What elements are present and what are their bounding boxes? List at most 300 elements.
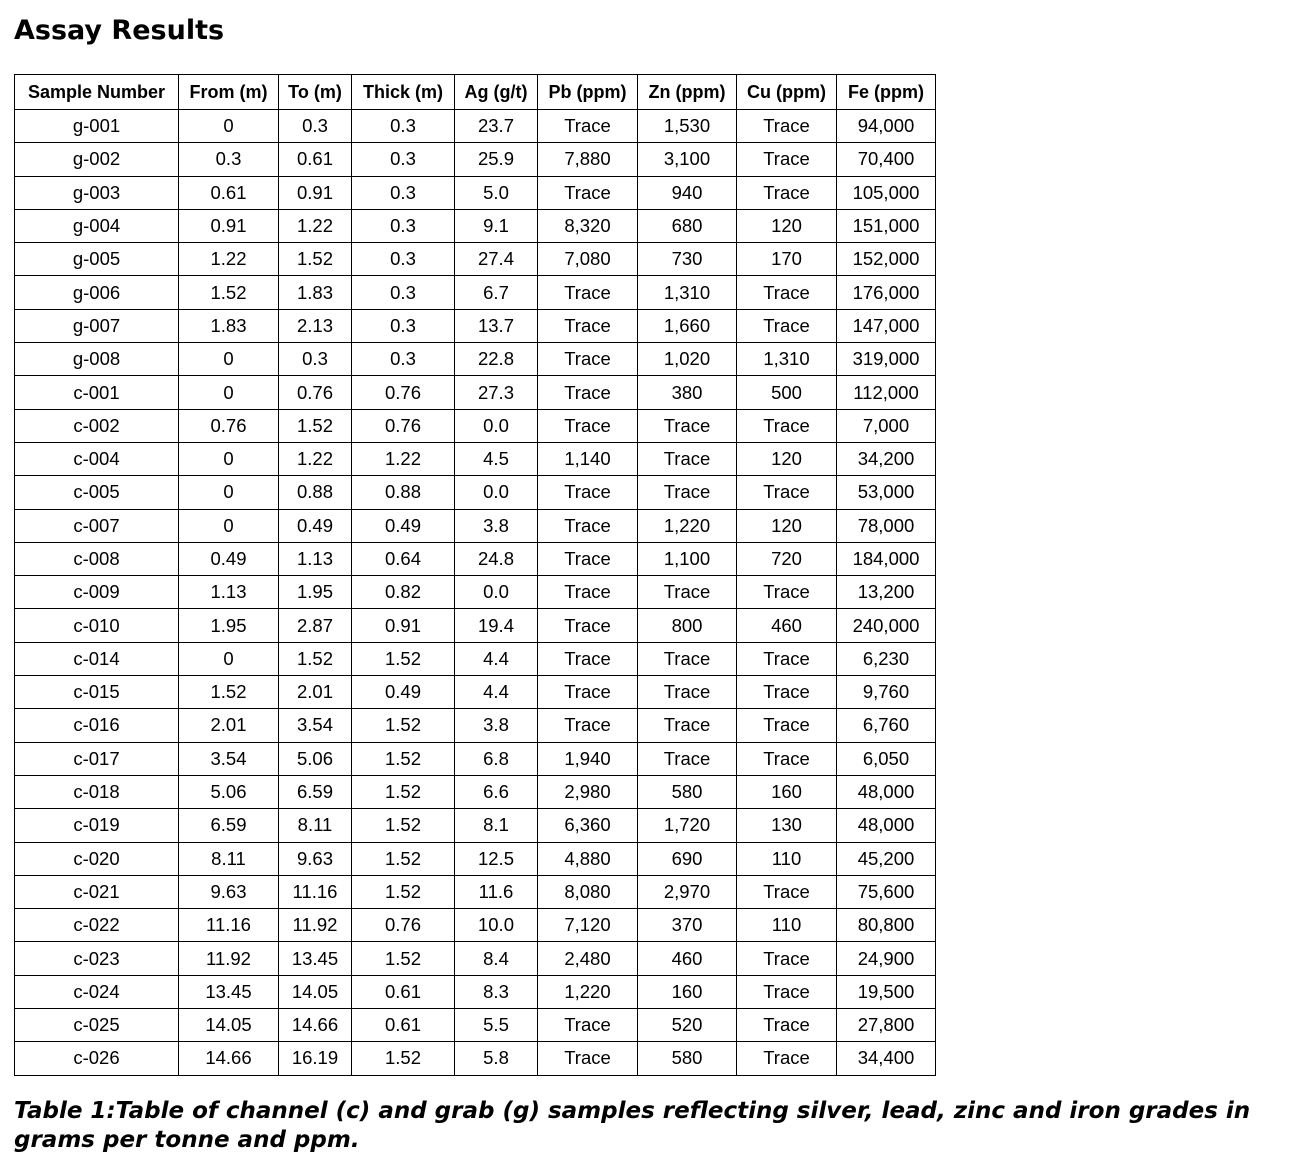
cell-fe: 48,000 xyxy=(837,809,936,842)
cell-fe: 70,400 xyxy=(837,143,936,176)
header-zn: Zn (ppm) xyxy=(638,75,737,110)
cell-to: 1.83 xyxy=(279,276,352,309)
cell-pb: Trace xyxy=(538,343,638,376)
table-row xyxy=(15,775,936,808)
cell-cu: 110 xyxy=(737,909,837,942)
cell-pb: 8,080 xyxy=(538,875,638,908)
table-row xyxy=(15,975,936,1008)
header-thick: Thick (m) xyxy=(352,75,455,110)
cell-ag: 11.6 xyxy=(455,875,538,908)
cell-thick: 0.82 xyxy=(352,576,455,609)
cell-to: 0.49 xyxy=(279,509,352,542)
cell-from: 11.92 xyxy=(179,942,279,975)
table-row xyxy=(15,909,936,942)
cell-ag: 19.4 xyxy=(455,609,538,642)
cell-fe: 9,760 xyxy=(837,676,936,709)
cell-pb: Trace xyxy=(538,676,638,709)
table-row xyxy=(15,809,936,842)
table-row xyxy=(15,942,936,975)
cell-fe: 80,800 xyxy=(837,909,936,942)
cell-cu: Trace xyxy=(737,143,837,176)
cell-cu: 170 xyxy=(737,243,837,276)
table-body xyxy=(15,110,936,1076)
table-row xyxy=(15,442,936,475)
cell-to: 0.3 xyxy=(279,343,352,376)
cell-fe: 152,000 xyxy=(837,243,936,276)
table-row xyxy=(15,376,936,409)
table-row xyxy=(15,209,936,242)
cell-from: 13.45 xyxy=(179,975,279,1008)
cell-fe: 75,600 xyxy=(837,875,936,908)
table-row xyxy=(15,709,936,742)
cell-to: 1.22 xyxy=(279,442,352,475)
cell-zn: 680 xyxy=(638,209,737,242)
cell-to: 14.66 xyxy=(279,1009,352,1042)
cell-cu: Trace xyxy=(737,309,837,342)
table-caption: Table 1:Table of channel (c) and grab (g) samples reflecting silver, lead, zinc and iron grades in grams per tonne and ppm. xyxy=(14,1098,1251,1153)
cell-ag: 6.7 xyxy=(455,276,538,309)
cell-sample-number: c-024 xyxy=(15,975,179,1008)
cell-fe: 53,000 xyxy=(837,476,936,509)
cell-ag: 8.4 xyxy=(455,942,538,975)
cell-thick: 0.3 xyxy=(352,243,455,276)
cell-fe: 105,000 xyxy=(837,176,936,209)
cell-to: 1.22 xyxy=(279,209,352,242)
cell-from: 0 xyxy=(179,642,279,675)
header-ag: Ag (g/t) xyxy=(455,75,538,110)
cell-from: 14.66 xyxy=(179,1042,279,1075)
cell-from: 1.52 xyxy=(179,276,279,309)
cell-thick: 0.91 xyxy=(352,609,455,642)
cell-cu: 160 xyxy=(737,775,837,808)
cell-sample-number: c-005 xyxy=(15,476,179,509)
table-row xyxy=(15,542,936,575)
cell-cu: Trace xyxy=(737,875,837,908)
cell-sample-number: c-016 xyxy=(15,709,179,742)
cell-cu: Trace xyxy=(737,642,837,675)
cell-sample-number: c-025 xyxy=(15,1009,179,1042)
cell-ag: 5.8 xyxy=(455,1042,538,1075)
cell-from: 6.59 xyxy=(179,809,279,842)
table-row xyxy=(15,343,936,376)
cell-pb: 6,360 xyxy=(538,809,638,842)
cell-cu: 500 xyxy=(737,376,837,409)
cell-sample-number: g-007 xyxy=(15,309,179,342)
cell-from: 5.06 xyxy=(179,775,279,808)
cell-from: 0.76 xyxy=(179,409,279,442)
cell-fe: 319,000 xyxy=(837,343,936,376)
cell-zn: 690 xyxy=(638,842,737,875)
cell-thick: 0.3 xyxy=(352,343,455,376)
cell-zn: 3,100 xyxy=(638,143,737,176)
cell-zn: Trace xyxy=(638,709,737,742)
table-row xyxy=(15,1042,936,1075)
cell-cu: Trace xyxy=(737,742,837,775)
cell-from: 3.54 xyxy=(179,742,279,775)
table-row xyxy=(15,1009,936,1042)
cell-pb: 1,220 xyxy=(538,975,638,1008)
cell-from: 1.83 xyxy=(179,309,279,342)
cell-from: 0.61 xyxy=(179,176,279,209)
cell-sample-number: g-005 xyxy=(15,243,179,276)
cell-pb: Trace xyxy=(538,276,638,309)
cell-to: 2.87 xyxy=(279,609,352,642)
cell-cu: Trace xyxy=(737,1009,837,1042)
cell-thick: 0.76 xyxy=(352,409,455,442)
cell-fe: 24,900 xyxy=(837,942,936,975)
cell-zn: 800 xyxy=(638,609,737,642)
cell-cu: 130 xyxy=(737,809,837,842)
cell-zn: Trace xyxy=(638,642,737,675)
cell-from: 0 xyxy=(179,442,279,475)
cell-zn: Trace xyxy=(638,676,737,709)
table-row xyxy=(15,742,936,775)
cell-sample-number: g-003 xyxy=(15,176,179,209)
cell-ag: 27.4 xyxy=(455,243,538,276)
cell-zn: 580 xyxy=(638,775,737,808)
cell-cu: 460 xyxy=(737,609,837,642)
cell-ag: 23.7 xyxy=(455,110,538,143)
table-row xyxy=(15,276,936,309)
cell-fe: 34,400 xyxy=(837,1042,936,1075)
table-row xyxy=(15,509,936,542)
table-row xyxy=(15,243,936,276)
cell-pb: Trace xyxy=(538,709,638,742)
cell-thick: 0.49 xyxy=(352,509,455,542)
cell-pb: 2,480 xyxy=(538,942,638,975)
cell-fe: 176,000 xyxy=(837,276,936,309)
cell-pb: Trace xyxy=(538,110,638,143)
cell-zn: 2,970 xyxy=(638,875,737,908)
cell-zn: Trace xyxy=(638,576,737,609)
cell-fe: 240,000 xyxy=(837,609,936,642)
header-cu: Cu (ppm) xyxy=(737,75,837,110)
cell-from: 0 xyxy=(179,343,279,376)
table-row xyxy=(15,143,936,176)
header-from: From (m) xyxy=(179,75,279,110)
cell-thick: 1.52 xyxy=(352,775,455,808)
cell-pb: Trace xyxy=(538,376,638,409)
cell-to: 9.63 xyxy=(279,842,352,875)
cell-zn: 460 xyxy=(638,942,737,975)
cell-ag: 13.7 xyxy=(455,309,538,342)
page-title: Assay Results xyxy=(14,15,225,46)
cell-from: 1.13 xyxy=(179,576,279,609)
cell-sample-number: g-008 xyxy=(15,343,179,376)
table-row xyxy=(15,176,936,209)
header-pb: Pb (ppm) xyxy=(538,75,638,110)
cell-thick: 0.3 xyxy=(352,276,455,309)
cell-ag: 8.3 xyxy=(455,975,538,1008)
cell-pb: Trace xyxy=(538,409,638,442)
cell-pb: 7,080 xyxy=(538,243,638,276)
cell-thick: 0.61 xyxy=(352,1009,455,1042)
cell-thick: 1.52 xyxy=(352,842,455,875)
cell-to: 1.13 xyxy=(279,542,352,575)
cell-ag: 22.8 xyxy=(455,343,538,376)
cell-zn: 1,020 xyxy=(638,343,737,376)
cell-fe: 27,800 xyxy=(837,1009,936,1042)
cell-thick: 1.52 xyxy=(352,809,455,842)
cell-thick: 1.52 xyxy=(352,642,455,675)
cell-to: 0.3 xyxy=(279,110,352,143)
cell-to: 1.95 xyxy=(279,576,352,609)
cell-from: 0 xyxy=(179,376,279,409)
cell-fe: 19,500 xyxy=(837,975,936,1008)
cell-ag: 6.6 xyxy=(455,775,538,808)
cell-sample-number: c-007 xyxy=(15,509,179,542)
cell-pb: Trace xyxy=(538,476,638,509)
cell-cu: 120 xyxy=(737,509,837,542)
table-row xyxy=(15,309,936,342)
cell-from: 0.49 xyxy=(179,542,279,575)
cell-zn: 1,530 xyxy=(638,110,737,143)
cell-thick: 1.52 xyxy=(352,709,455,742)
cell-sample-number: g-001 xyxy=(15,110,179,143)
cell-zn: 370 xyxy=(638,909,737,942)
cell-zn: 1,220 xyxy=(638,509,737,542)
cell-sample-number: c-008 xyxy=(15,542,179,575)
cell-ag: 5.0 xyxy=(455,176,538,209)
cell-fe: 13,200 xyxy=(837,576,936,609)
cell-pb: Trace xyxy=(538,509,638,542)
cell-from: 8.11 xyxy=(179,842,279,875)
cell-fe: 151,000 xyxy=(837,209,936,242)
cell-ag: 9.1 xyxy=(455,209,538,242)
table-row xyxy=(15,676,936,709)
cell-from: 1.52 xyxy=(179,676,279,709)
cell-thick: 0.3 xyxy=(352,209,455,242)
cell-sample-number: c-022 xyxy=(15,909,179,942)
cell-fe: 34,200 xyxy=(837,442,936,475)
cell-sample-number: c-009 xyxy=(15,576,179,609)
cell-cu: 120 xyxy=(737,209,837,242)
cell-from: 0 xyxy=(179,110,279,143)
cell-from: 0 xyxy=(179,509,279,542)
cell-fe: 147,000 xyxy=(837,309,936,342)
cell-pb: 7,120 xyxy=(538,909,638,942)
cell-cu: Trace xyxy=(737,409,837,442)
header-to: To (m) xyxy=(279,75,352,110)
cell-thick: 0.3 xyxy=(352,309,455,342)
cell-to: 2.01 xyxy=(279,676,352,709)
cell-from: 0.3 xyxy=(179,143,279,176)
cell-ag: 12.5 xyxy=(455,842,538,875)
cell-thick: 0.3 xyxy=(352,143,455,176)
cell-thick: 1.22 xyxy=(352,442,455,475)
table-row xyxy=(15,609,936,642)
cell-zn: 940 xyxy=(638,176,737,209)
cell-fe: 94,000 xyxy=(837,110,936,143)
cell-ag: 8.1 xyxy=(455,809,538,842)
cell-ag: 0.0 xyxy=(455,576,538,609)
cell-pb: 8,320 xyxy=(538,209,638,242)
table-row xyxy=(15,110,936,143)
cell-zn: 730 xyxy=(638,243,737,276)
cell-cu: Trace xyxy=(737,276,837,309)
cell-from: 14.05 xyxy=(179,1009,279,1042)
cell-to: 0.88 xyxy=(279,476,352,509)
cell-cu: Trace xyxy=(737,975,837,1008)
cell-cu: Trace xyxy=(737,709,837,742)
cell-zn: Trace xyxy=(638,742,737,775)
cell-sample-number: c-021 xyxy=(15,875,179,908)
cell-zn: 580 xyxy=(638,1042,737,1075)
cell-sample-number: c-018 xyxy=(15,775,179,808)
cell-from: 2.01 xyxy=(179,709,279,742)
cell-pb: Trace xyxy=(538,542,638,575)
table-row xyxy=(15,476,936,509)
cell-ag: 4.4 xyxy=(455,676,538,709)
cell-zn: Trace xyxy=(638,442,737,475)
cell-pb: Trace xyxy=(538,609,638,642)
cell-sample-number: c-001 xyxy=(15,376,179,409)
cell-sample-number: c-014 xyxy=(15,642,179,675)
cell-ag: 3.8 xyxy=(455,709,538,742)
cell-to: 2.13 xyxy=(279,309,352,342)
cell-sample-number: g-004 xyxy=(15,209,179,242)
cell-fe: 6,050 xyxy=(837,742,936,775)
cell-cu: Trace xyxy=(737,676,837,709)
cell-to: 0.61 xyxy=(279,143,352,176)
cell-sample-number: c-019 xyxy=(15,809,179,842)
cell-zn: 1,720 xyxy=(638,809,737,842)
cell-ag: 24.8 xyxy=(455,542,538,575)
cell-thick: 0.3 xyxy=(352,110,455,143)
cell-ag: 4.5 xyxy=(455,442,538,475)
cell-cu: Trace xyxy=(737,576,837,609)
cell-to: 1.52 xyxy=(279,243,352,276)
cell-ag: 25.9 xyxy=(455,143,538,176)
cell-fe: 6,230 xyxy=(837,642,936,675)
table-row xyxy=(15,842,936,875)
cell-from: 0.91 xyxy=(179,209,279,242)
cell-fe: 184,000 xyxy=(837,542,936,575)
cell-cu: Trace xyxy=(737,942,837,975)
cell-cu: Trace xyxy=(737,1042,837,1075)
cell-thick: 0.49 xyxy=(352,676,455,709)
cell-pb: Trace xyxy=(538,642,638,675)
cell-to: 11.16 xyxy=(279,875,352,908)
cell-to: 1.52 xyxy=(279,642,352,675)
cell-zn: Trace xyxy=(638,476,737,509)
table-row xyxy=(15,576,936,609)
cell-thick: 0.61 xyxy=(352,975,455,1008)
cell-sample-number: c-002 xyxy=(15,409,179,442)
cell-zn: Trace xyxy=(638,409,737,442)
cell-sample-number: c-004 xyxy=(15,442,179,475)
cell-thick: 0.88 xyxy=(352,476,455,509)
cell-pb: 1,940 xyxy=(538,742,638,775)
cell-thick: 0.3 xyxy=(352,176,455,209)
cell-to: 0.91 xyxy=(279,176,352,209)
cell-pb: 4,880 xyxy=(538,842,638,875)
cell-cu: 120 xyxy=(737,442,837,475)
cell-thick: 1.52 xyxy=(352,942,455,975)
cell-thick: 1.52 xyxy=(352,1042,455,1075)
cell-sample-number: c-010 xyxy=(15,609,179,642)
assay-results-table xyxy=(14,74,936,1076)
cell-to: 1.52 xyxy=(279,409,352,442)
cell-zn: 380 xyxy=(638,376,737,409)
cell-to: 14.05 xyxy=(279,975,352,1008)
header-fe: Fe (ppm) xyxy=(837,75,936,110)
cell-cu: Trace xyxy=(737,110,837,143)
cell-pb: 2,980 xyxy=(538,775,638,808)
cell-sample-number: c-026 xyxy=(15,1042,179,1075)
table-row xyxy=(15,875,936,908)
cell-to: 16.19 xyxy=(279,1042,352,1075)
cell-to: 11.92 xyxy=(279,909,352,942)
cell-pb: 1,140 xyxy=(538,442,638,475)
cell-cu: 720 xyxy=(737,542,837,575)
cell-ag: 10.0 xyxy=(455,909,538,942)
cell-pb: Trace xyxy=(538,176,638,209)
table-header-row xyxy=(15,75,936,110)
cell-from: 9.63 xyxy=(179,875,279,908)
cell-thick: 0.76 xyxy=(352,376,455,409)
cell-ag: 5.5 xyxy=(455,1009,538,1042)
cell-from: 1.22 xyxy=(179,243,279,276)
table-row xyxy=(15,642,936,675)
cell-cu: Trace xyxy=(737,176,837,209)
cell-pb: 7,880 xyxy=(538,143,638,176)
cell-zn: 1,660 xyxy=(638,309,737,342)
header-sample-number: Sample Number xyxy=(15,75,179,110)
cell-zn: 1,100 xyxy=(638,542,737,575)
table-row xyxy=(15,409,936,442)
cell-from: 0 xyxy=(179,476,279,509)
cell-cu: 110 xyxy=(737,842,837,875)
cell-fe: 78,000 xyxy=(837,509,936,542)
cell-to: 8.11 xyxy=(279,809,352,842)
cell-thick: 0.64 xyxy=(352,542,455,575)
cell-sample-number: c-023 xyxy=(15,942,179,975)
cell-ag: 6.8 xyxy=(455,742,538,775)
cell-to: 6.59 xyxy=(279,775,352,808)
cell-ag: 0.0 xyxy=(455,476,538,509)
cell-pb: Trace xyxy=(538,1042,638,1075)
cell-from: 1.95 xyxy=(179,609,279,642)
cell-pb: Trace xyxy=(538,1009,638,1042)
cell-sample-number: c-017 xyxy=(15,742,179,775)
cell-to: 3.54 xyxy=(279,709,352,742)
cell-pb: Trace xyxy=(538,309,638,342)
cell-zn: 160 xyxy=(638,975,737,1008)
cell-sample-number: g-002 xyxy=(15,143,179,176)
cell-fe: 48,000 xyxy=(837,775,936,808)
cell-ag: 27.3 xyxy=(455,376,538,409)
cell-fe: 7,000 xyxy=(837,409,936,442)
cell-ag: 3.8 xyxy=(455,509,538,542)
cell-from: 11.16 xyxy=(179,909,279,942)
cell-ag: 4.4 xyxy=(455,642,538,675)
cell-pb: Trace xyxy=(538,576,638,609)
cell-thick: 1.52 xyxy=(352,742,455,775)
cell-thick: 1.52 xyxy=(352,875,455,908)
cell-sample-number: g-006 xyxy=(15,276,179,309)
cell-sample-number: c-020 xyxy=(15,842,179,875)
cell-sample-number: c-015 xyxy=(15,676,179,709)
cell-zn: 520 xyxy=(638,1009,737,1042)
cell-fe: 45,200 xyxy=(837,842,936,875)
cell-cu: 1,310 xyxy=(737,343,837,376)
cell-cu: Trace xyxy=(737,476,837,509)
cell-fe: 6,760 xyxy=(837,709,936,742)
cell-thick: 0.76 xyxy=(352,909,455,942)
cell-fe: 112,000 xyxy=(837,376,936,409)
cell-ag: 0.0 xyxy=(455,409,538,442)
